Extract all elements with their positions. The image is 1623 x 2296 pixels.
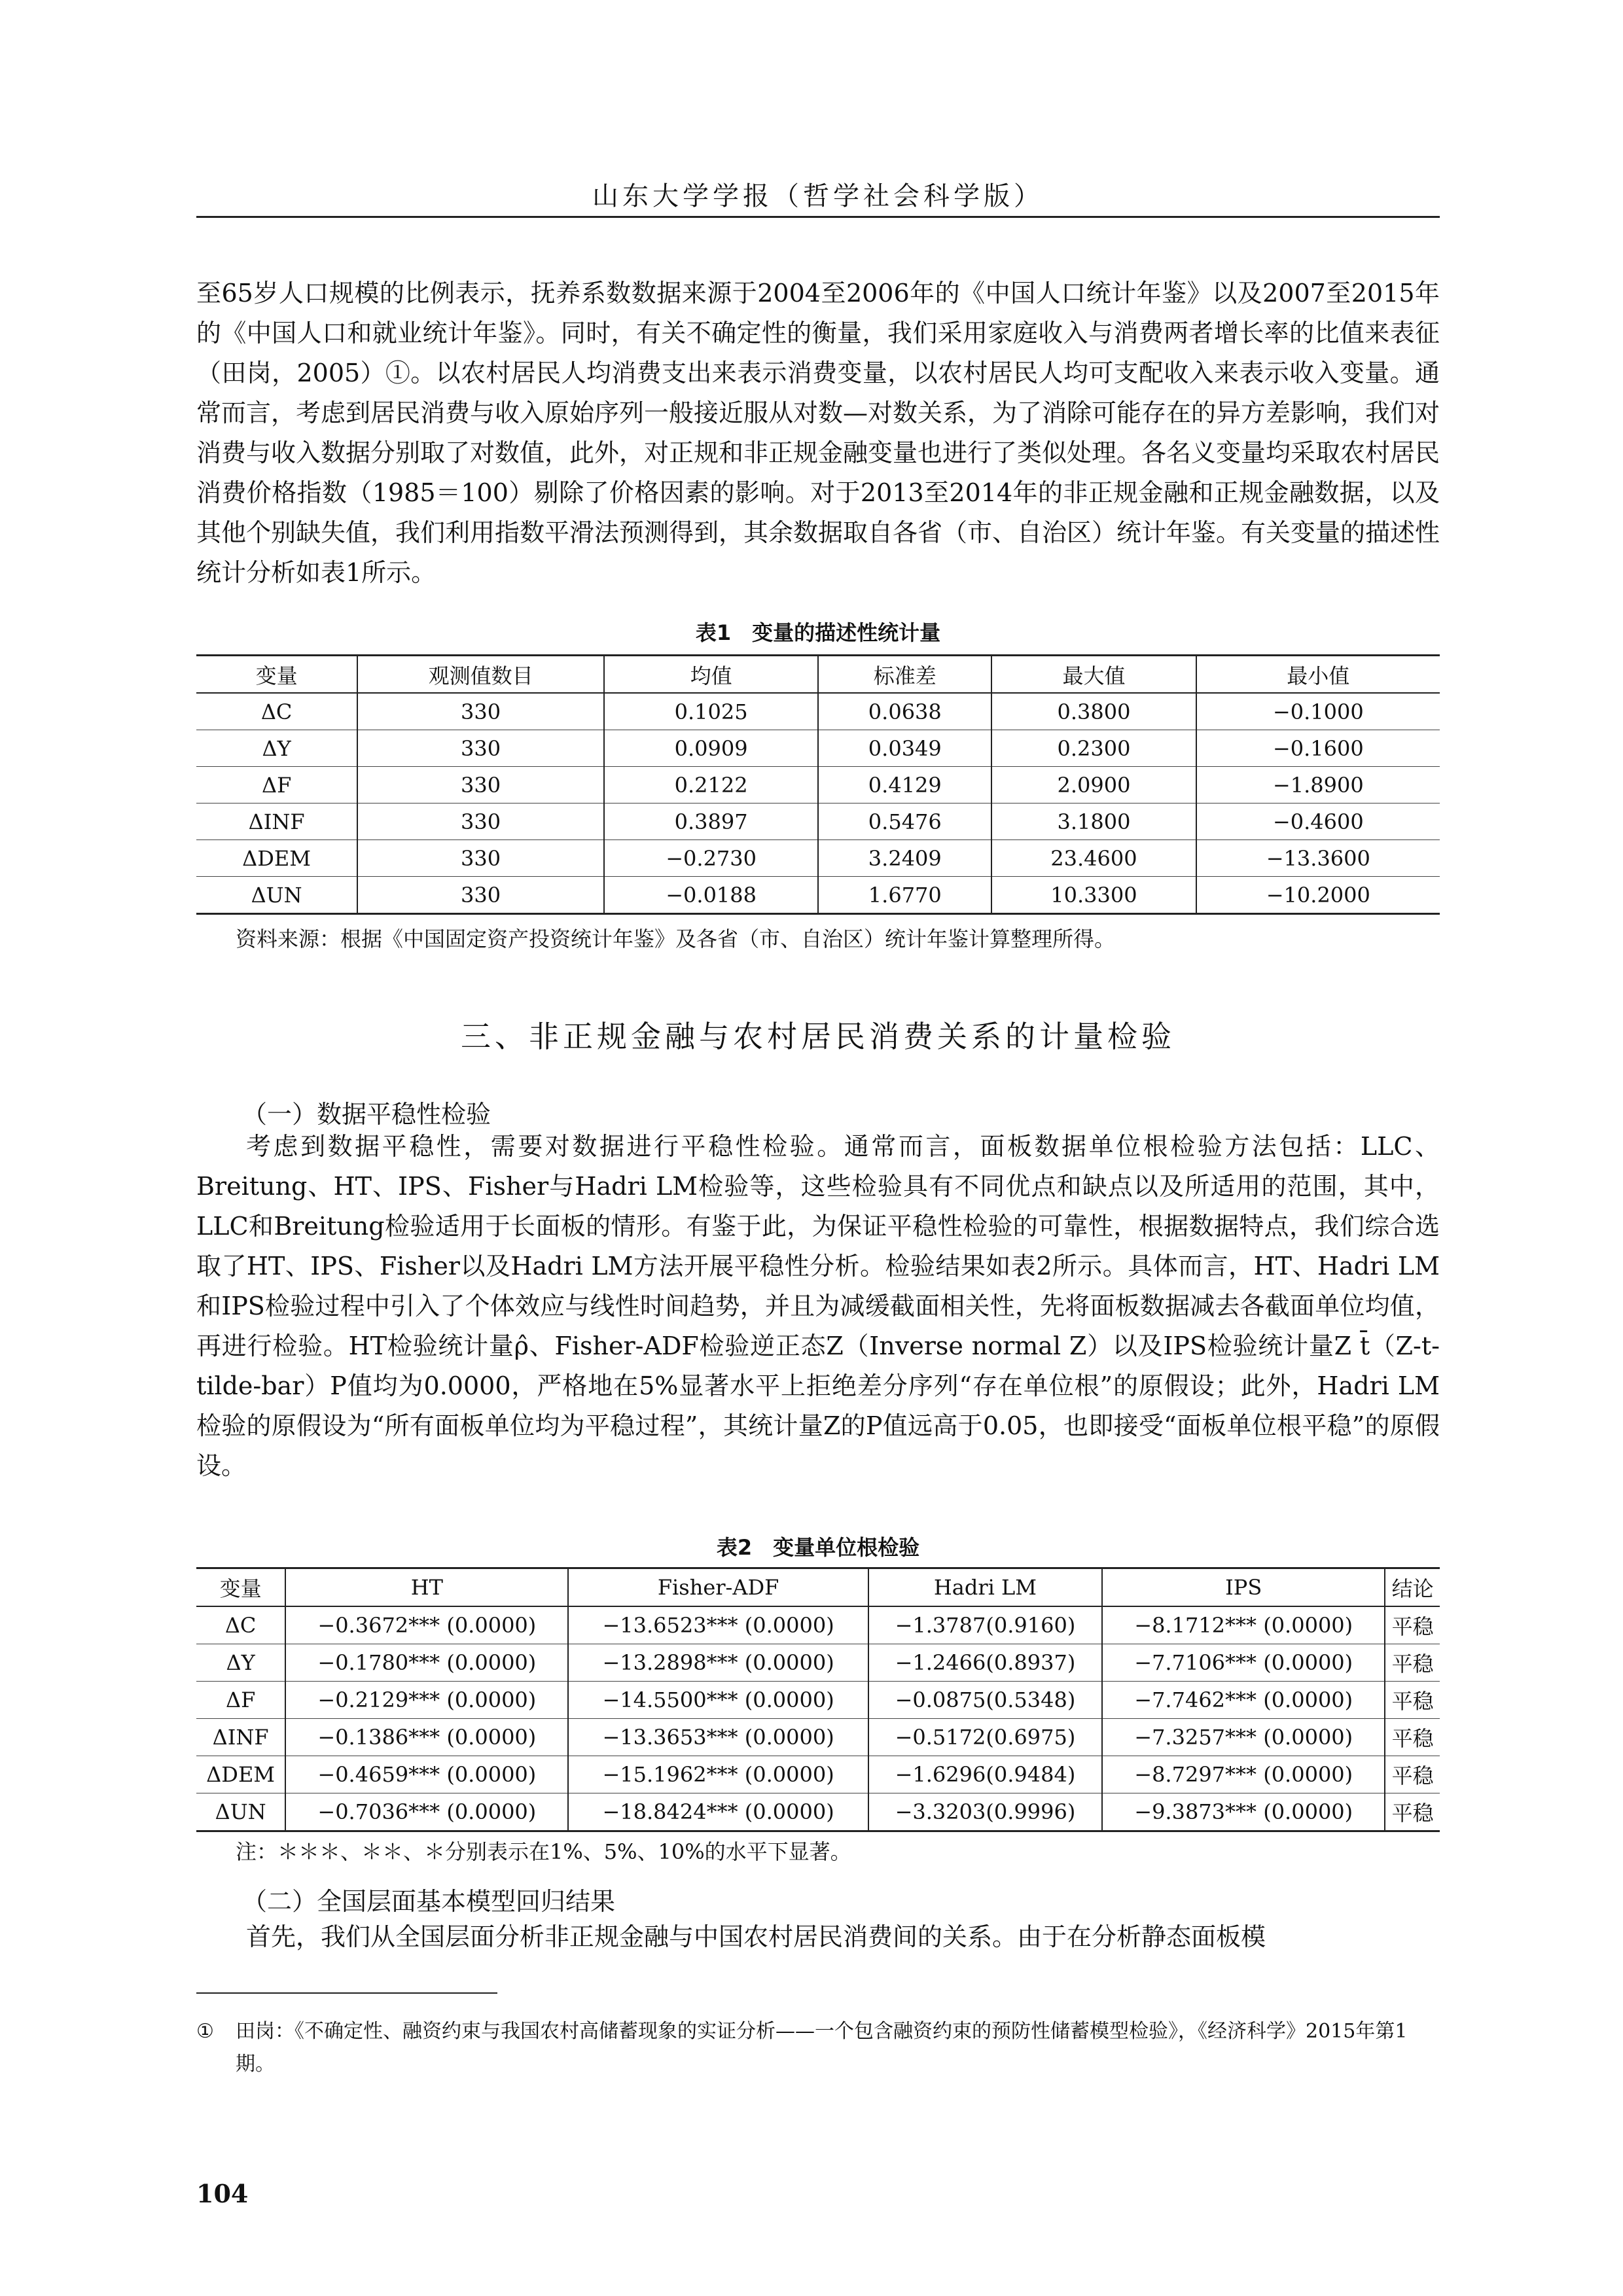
table-cell: 平稳: [1385, 1756, 1440, 1793]
table-cell: −0.2730: [604, 840, 818, 877]
table-2-caption: 表2 变量单位根检验: [716, 1535, 920, 1560]
table-cell: −0.5172(0.6975): [868, 1719, 1102, 1756]
table-cell: −1.3787(0.9160): [868, 1606, 1102, 1644]
table-2-header: 变量: [196, 1568, 285, 1607]
table-cell: −7.3257*** (0.0000): [1102, 1719, 1385, 1756]
table-cell: ΔDEM: [196, 1756, 285, 1793]
table-row: [196, 1682, 1440, 1719]
table-cell: −1.6296(0.9484): [868, 1756, 1102, 1793]
table-2-header: Hadri LM: [868, 1568, 1102, 1607]
table-cell: −0.1386*** (0.0000): [285, 1719, 568, 1756]
table-cell: −14.5500*** (0.0000): [568, 1682, 868, 1719]
table-2-header-row: [196, 1568, 1440, 1607]
table-cell: ΔUN: [196, 877, 357, 914]
page-number: 104: [196, 2179, 249, 2208]
table-cell: −18.8424*** (0.0000): [568, 1793, 868, 1831]
table-2-header: HT: [285, 1568, 568, 1607]
table-1-source: 资料来源：根据《中国固定资产投资统计年鉴》及各省（市、自治区）统计年鉴计算整理所得。: [236, 927, 1116, 951]
table-cell: 0.4129: [818, 767, 991, 804]
table-cell: 2.0900: [991, 767, 1196, 804]
table-2-header: Fisher-ADF: [568, 1568, 868, 1607]
table-cell: ΔY: [196, 1644, 285, 1682]
table-cell: 平稳: [1385, 1682, 1440, 1719]
subsection-1-title: （一）数据平稳性检验: [242, 1100, 491, 1129]
header-rule: [196, 216, 1440, 218]
table-cell: −0.0875(0.5348): [868, 1682, 1102, 1719]
table-cell: −0.0188: [604, 877, 818, 914]
table-cell: 平稳: [1385, 1606, 1440, 1644]
table-row: [196, 804, 1440, 840]
table-cell: −13.3600: [1196, 840, 1440, 877]
table-cell: 330: [357, 730, 604, 767]
table-cell: −0.1600: [1196, 730, 1440, 767]
table-cell: −15.1962*** (0.0000): [568, 1756, 868, 1793]
table-1-caption: 表1 变量的描述性统计量: [695, 620, 941, 645]
footnote-rule: [196, 1992, 497, 1994]
table-cell: 330: [357, 767, 604, 804]
table-cell: −0.3672*** (0.0000): [285, 1606, 568, 1644]
table-1-header: 观测值数目: [357, 656, 604, 694]
table-2: [196, 1567, 1440, 1832]
table-cell: 0.2122: [604, 767, 818, 804]
table-cell: 0.3800: [991, 693, 1196, 730]
table-cell: −7.7106*** (0.0000): [1102, 1644, 1385, 1682]
table-row: [196, 1793, 1440, 1831]
table-cell: 330: [357, 804, 604, 840]
paragraph-3: 首先，我们从全国层面分析非正规金融与中国农村居民消费间的关系。由于在分析静态面板模: [246, 1922, 1266, 1951]
table-cell: 平稳: [1385, 1644, 1440, 1682]
table-cell: −0.1780*** (0.0000): [285, 1644, 568, 1682]
table-cell: 330: [357, 840, 604, 877]
table-cell: ΔDEM: [196, 840, 357, 877]
table-1-header: 最小值: [1196, 656, 1440, 694]
table-row: [196, 693, 1440, 730]
table-cell: ΔINF: [196, 1719, 285, 1756]
table-1-header: 标准差: [818, 656, 991, 694]
table-cell: ΔC: [224, 1613, 257, 1638]
table-cell: −8.1712*** (0.0000): [1102, 1606, 1385, 1644]
table-cell: 0.5476: [818, 804, 991, 840]
paragraph-1: 至65岁人口规模的比例表示，抚养系数数据来源于2004至2006年的《中国人口统计年鉴》以及2007至2015年的《中国人口和就业统计年鉴》。同时，有关不确定性的衡量，我们采用家庭收入与消费两者增长率的比值来表征（田岗，2005）①。以农村居民人均消费支出来表示消费变量，以农村居民人均可支配收入来表示收入变量。通常而言，考虑到居民消费与收入原始序列一般接近服从对数—对数关系，为了消除可能存在的异方差影响，我们对消费与收入数据分别取了对数值，此外，对正规和非正规金融变量也进行了类似处理。各名义变量均采取农村居民消费价格指数（1985＝100）剔除了价格因素的影响。对于2013至2014年的非正规金融和正规金融数据，以及其他个别缺失值，我们利用指数平滑法预测得到，其余数据取自各省（市、自治区）统计年鉴。有关变量的描述性统计分析如表1所示。: [196, 279, 1440, 587]
table-cell: ΔINF: [196, 804, 357, 840]
running-head: 山东大学学报（哲学社会科学版）: [592, 181, 1044, 211]
table-cell: −0.4659*** (0.0000): [285, 1756, 568, 1793]
table-cell: −13.6523*** (0.0000): [568, 1606, 868, 1644]
table-cell: −1.2466(0.8937): [868, 1644, 1102, 1682]
table-row: [196, 877, 1440, 914]
subsection-2-title: （二）全国层面基本模型回归结果: [242, 1887, 616, 1916]
table-cell: ΔF: [196, 767, 357, 804]
table-cell: 330: [357, 877, 604, 914]
table-cell: 0.3897: [604, 804, 818, 840]
table-cell: 23.4600: [991, 840, 1196, 877]
table-cell: −10.2000: [1196, 877, 1440, 914]
table-2-note: 注：＊＊＊、＊＊、＊分别表示在1%、5%、10%的水平下显著。: [236, 1839, 851, 1864]
table-row: [196, 1756, 1440, 1793]
table-1: [196, 654, 1440, 915]
table-row: [196, 767, 1440, 804]
table-1-header: 最大值: [991, 656, 1196, 694]
table-row: [196, 1644, 1440, 1682]
table-cell: −0.7036*** (0.0000): [285, 1793, 568, 1831]
table-1-header: 均值: [604, 656, 818, 694]
section-title: 三、非正规金融与农村居民消费关系的计量检验: [461, 1019, 1175, 1054]
table-2-header: 结论: [1385, 1568, 1440, 1607]
table-cell: −13.2898*** (0.0000): [568, 1644, 868, 1682]
table-cell: 0.2300: [991, 730, 1196, 767]
table-cell: 0.0349: [818, 730, 991, 767]
table-cell: ΔUN: [196, 1793, 285, 1831]
table-cell: −0.2129*** (0.0000): [285, 1682, 568, 1719]
table-row: [196, 1606, 1440, 1644]
table-cell: −0.4600: [1196, 804, 1440, 840]
table-cell: −7.7462*** (0.0000): [1102, 1682, 1385, 1719]
table-cell: ΔY: [196, 730, 357, 767]
paragraph-2: 考虑到数据平稳性，需要对数据进行平稳性检验。通常而言，面板数据单位根检验方法包括：LLC、Breitung、HT、IPS、Fisher与Hadri LM检验等，这些检验具有不同优点和缺点以及所适用的范围，其中，LLC和Breitung检验适用于长面板的情形。有鉴于此，为保证平稳性检验的可靠性，根据数据特点，我们综合选取了HT、IPS、Fisher以及Hadri LM方法开展平稳性分析。检验结果如表2所示。具体而言，HT、Hadri LM和IPS检验过程中引入了个体效应与线性时间趋势，并且为减缓截面相关性，先将面板数据减去各截面单位均值，再进行检验。HT检验统计量ρ̂、Fisher-ADF检验逆正态Z（Inverse normal Z）以及IPS检验统计量Z t̄（Z-t-tilde-bar）P值均为0.0000，严格地在5%显著水平上拒绝差分序列“存在单位根”的原假设；此外，Hadri LM检验的原假设为“所有面板单位均为平稳过程”，其统计量Z的P值远高于0.05，也即接受“面板单位根平稳”的原假设。: [196, 1132, 1440, 1480]
table-row: [196, 840, 1440, 877]
table-cell: −13.3653*** (0.0000): [568, 1719, 868, 1756]
table-cell: ΔF: [196, 1682, 285, 1719]
table-cell: 0.0638: [818, 693, 991, 730]
table-cell: 0.1025: [604, 693, 818, 730]
table-cell: 平稳: [1385, 1719, 1440, 1756]
table-1-header-row: [196, 656, 1440, 694]
table-cell: 1.6770: [818, 877, 991, 914]
table-cell: 3.2409: [818, 840, 991, 877]
table-2-header: IPS: [1102, 1568, 1385, 1607]
table-cell: −3.3203(0.9996): [868, 1793, 1102, 1831]
table-cell: −9.3873*** (0.0000): [1102, 1793, 1385, 1831]
footnote-mark: ①: [196, 2020, 214, 2043]
table-cell: −1.8900: [1196, 767, 1440, 804]
table-cell: −0.1000: [1196, 693, 1440, 730]
footnote: [196, 2015, 1440, 2081]
table-row: [196, 1719, 1440, 1756]
table-cell: 330: [357, 693, 604, 730]
table-row: [196, 730, 1440, 767]
table-cell: 平稳: [1385, 1793, 1440, 1831]
table-cell: 3.1800: [991, 804, 1196, 840]
table-cell: 0.0909: [604, 730, 818, 767]
table-cell: ΔC: [260, 699, 293, 724]
table-1-header: 变量: [196, 656, 357, 694]
table-cell: −8.7297*** (0.0000): [1102, 1756, 1385, 1793]
table-cell: 10.3300: [991, 877, 1196, 914]
footnote-text: 田岗：《不确定性、融资约束与我国农村高储蓄现象的实证分析——一个包含融资约束的预防性储蓄模型检验》，《经济科学》2015年第1期。: [236, 2020, 1408, 2075]
